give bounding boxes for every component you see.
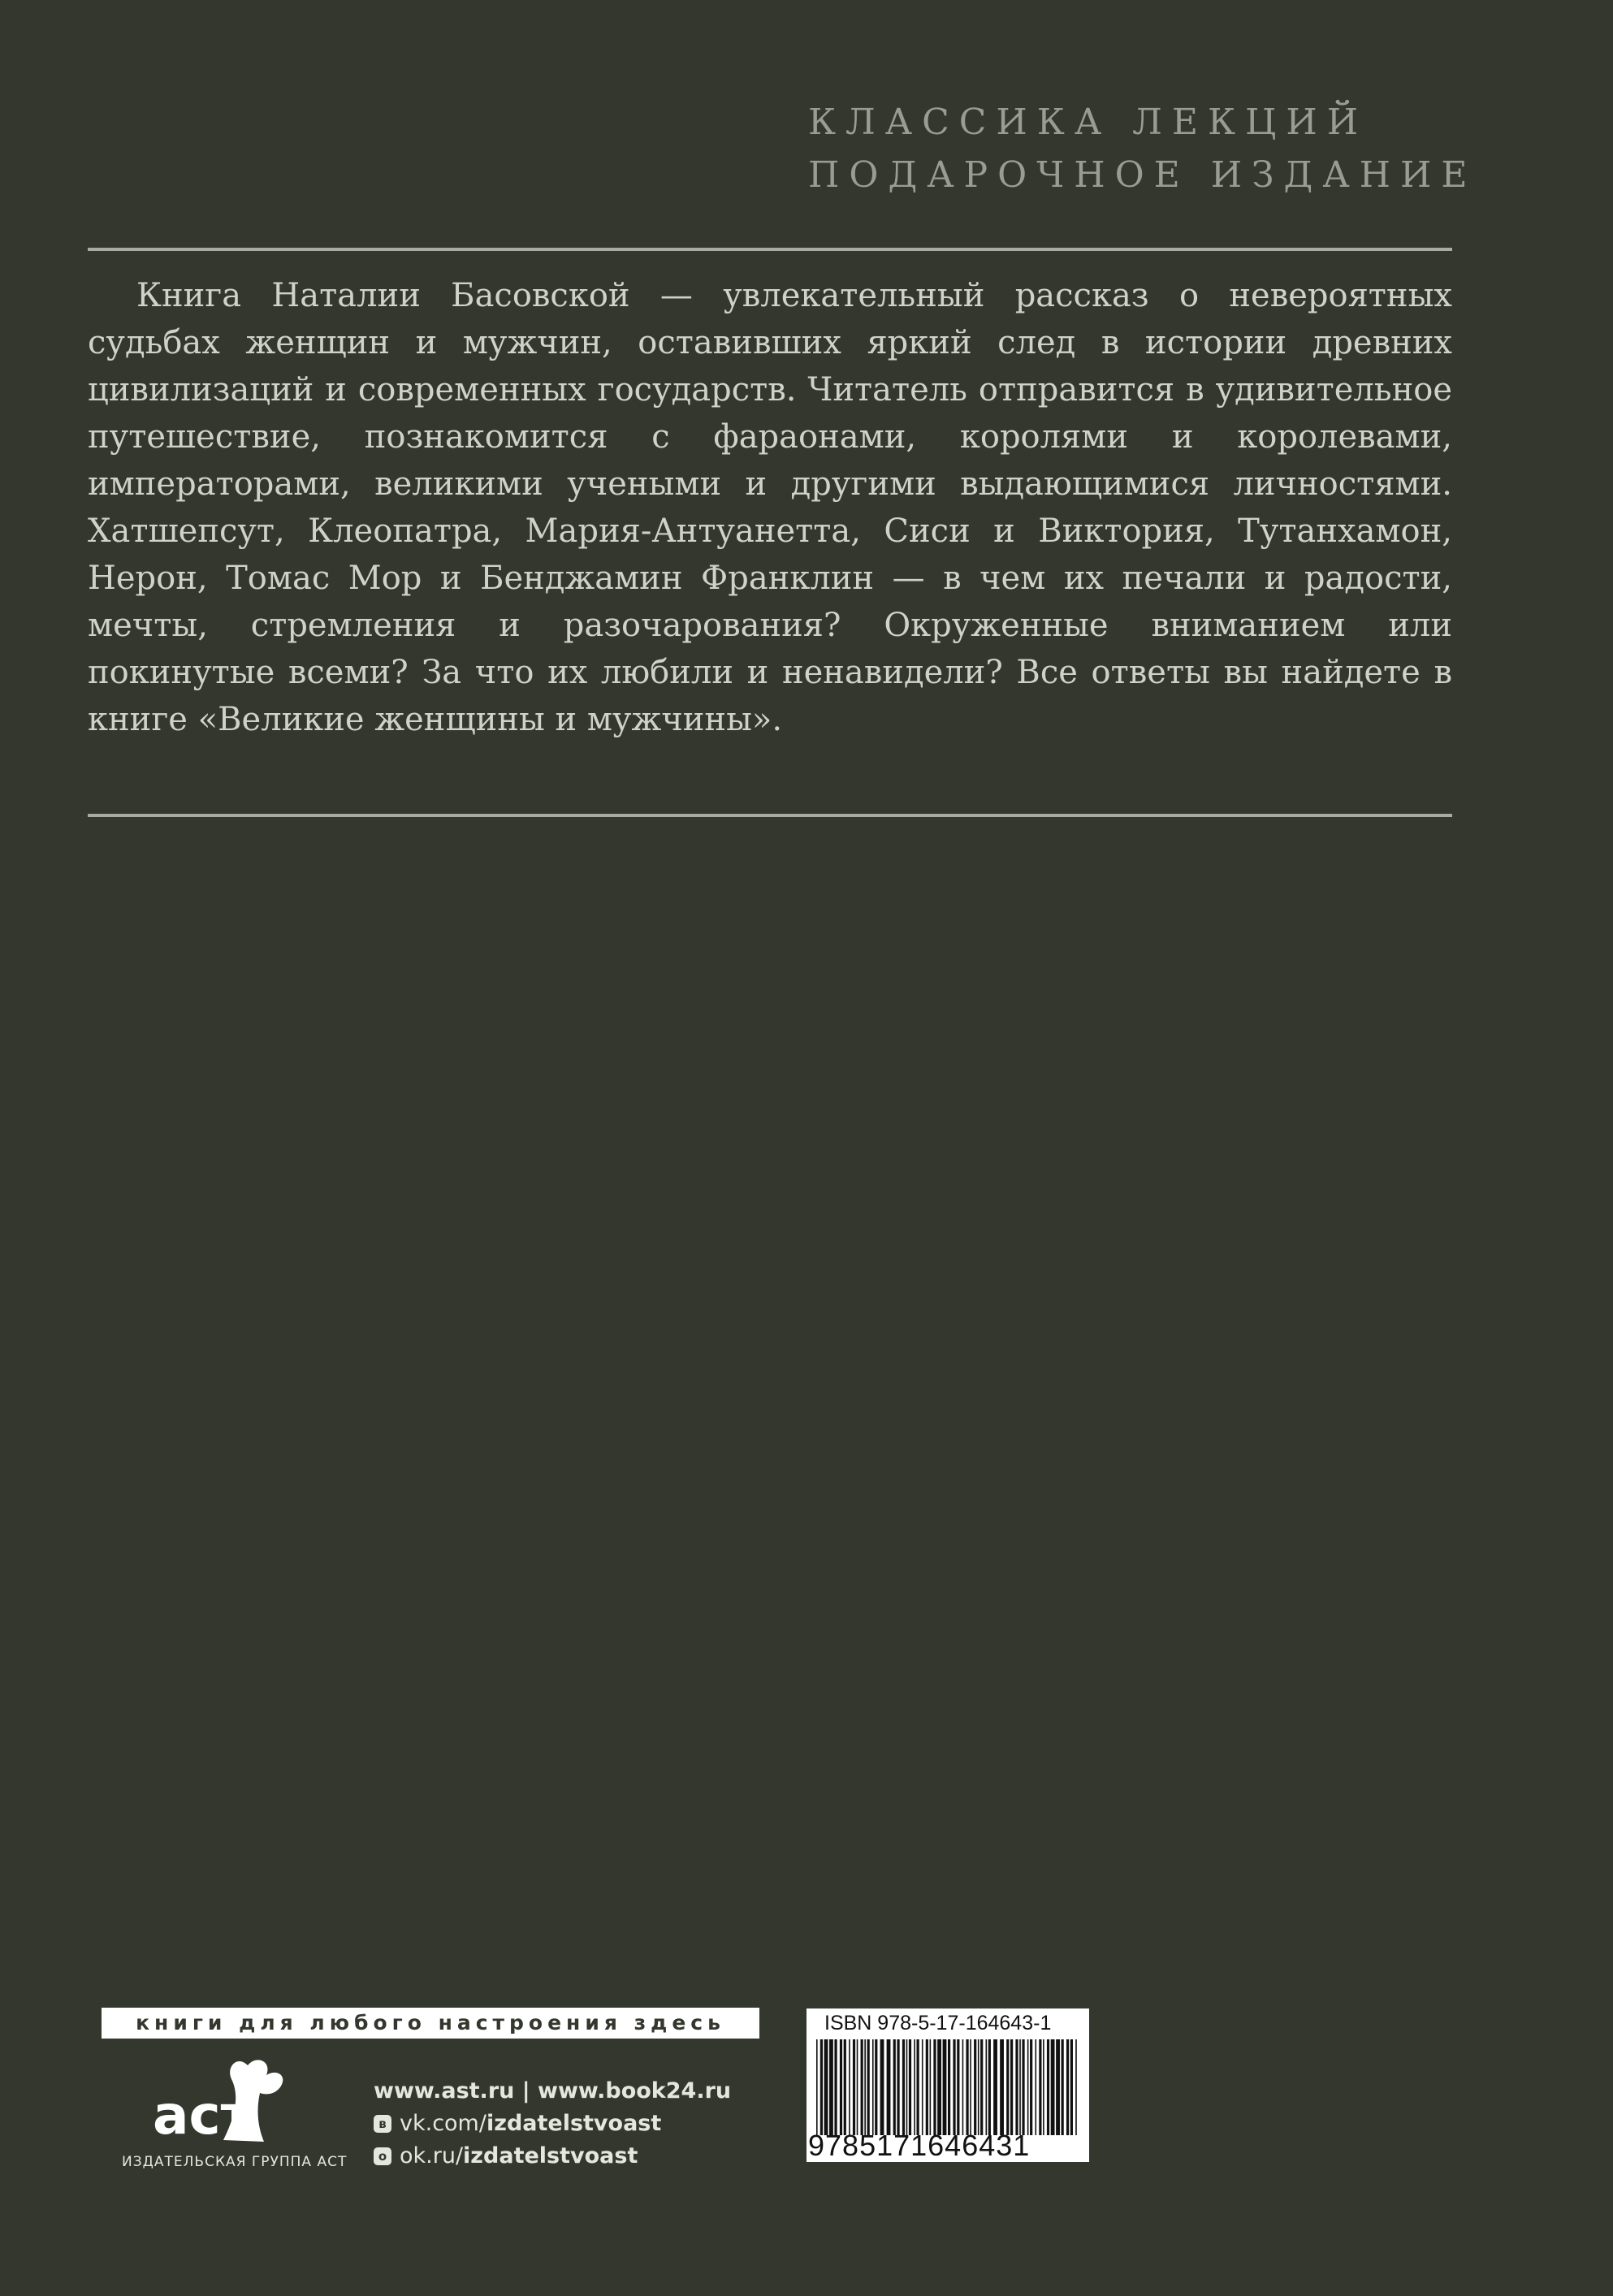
isbn-barcode [806, 2008, 1089, 2162]
tagline-banner: книги для любого настроения здесь [102, 2008, 759, 2039]
ok-link[interactable] [374, 2140, 731, 2173]
ok-handle: izdatelstvoast [463, 2143, 638, 2168]
vk-handle: izdatelstvoast [486, 2111, 662, 2136]
logo-wordmark: аст [153, 2084, 252, 2147]
publisher-links [374, 2075, 731, 2173]
isbn-digits: 9785171646431 [808, 2129, 1031, 2162]
bottom-divider [88, 814, 1452, 817]
vk-icon: в [374, 2115, 391, 2133]
barcode-bars [816, 2039, 1079, 2135]
publisher-imprint: ИЗДАТЕЛЬСКАЯ ГРУППА АСТ [122, 2154, 348, 2170]
ast-logo [146, 2051, 321, 2148]
top-divider [88, 248, 1452, 251]
book-description: Книга Наталии Басовской — увлекательный рассказ о невероятных судьбах женщин и мужчин, оставивших яркий след в истории древних цивилизаций и современных государств. Читатель отправится в удивительное путешествие, познакомится с фараонами, королями и королевами, императорами, великими учеными и другими выдающимися личностями. Хатшепсут, Клеопатра, Мария-Антуанетта, Сиси и Виктория, Тутанхамон, Нерон, Томас Мор и Бенджамин Франклин — в чем их печали и радости, мечты, стремления и разочарования? Окруженные вниманием или покинутые всеми? За что их любили и ненавидели? Все ответы вы найдете в книге «Великие женщины и мужчины». [88, 277, 1452, 738]
series-line-1: КЛАССИКА ЛЕКЦИЙ [808, 102, 1369, 143]
isbn-label: ISBN 978-5-17-164643-1 [824, 2012, 1052, 2034]
website-links[interactable]: www.ast.ru | www.book24.ru [374, 2078, 732, 2104]
ok-prefix: ok.ru/ [400, 2143, 464, 2168]
series-title [808, 96, 1477, 201]
series-line-2: ПОДАРОЧНОЕ ИЗДАНИЕ [808, 154, 1477, 196]
vk-link[interactable] [374, 2108, 731, 2140]
vk-prefix: vk.com/ [400, 2111, 486, 2136]
odnoklassniki-icon: о [374, 2147, 391, 2165]
